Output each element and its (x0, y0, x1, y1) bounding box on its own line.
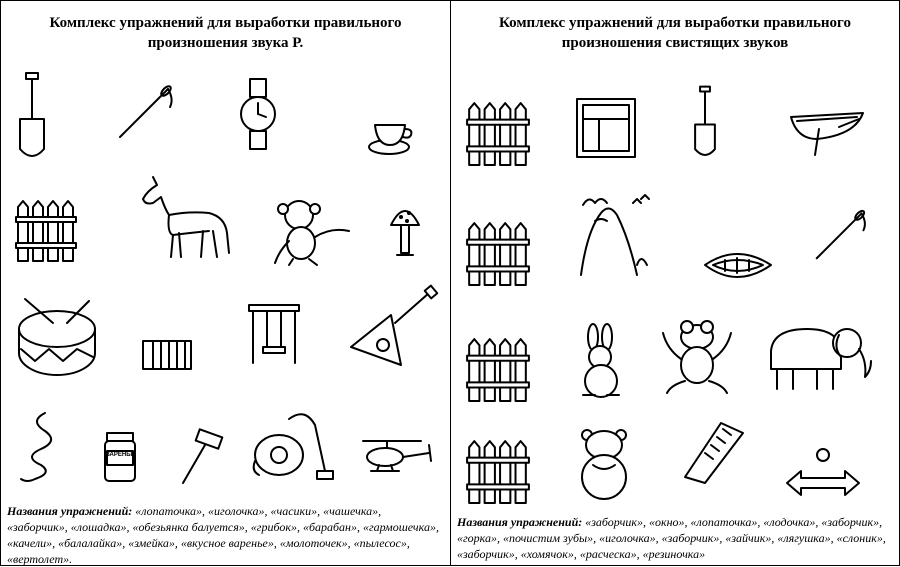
frog-icon (657, 319, 737, 395)
fence-icon (15, 197, 77, 263)
wristwatch-icon (237, 77, 279, 151)
right-exercise-panel (450, 0, 900, 566)
balalaika-icon (349, 287, 437, 367)
window-icon (575, 97, 637, 159)
hill-icon (577, 191, 659, 277)
monkey-icon (269, 197, 353, 267)
jam-label: ВАРЕНЬЕ (105, 452, 135, 458)
snake-icon (19, 411, 61, 485)
shovel-icon (691, 79, 719, 165)
fence-icon (465, 219, 531, 287)
fence-icon (465, 335, 531, 403)
drum-icon (15, 295, 99, 379)
accordion-icon (141, 335, 193, 375)
fence-icon (465, 437, 531, 505)
shovel-icon (15, 71, 49, 161)
mushroom-icon (389, 203, 421, 259)
needle-icon (116, 81, 176, 141)
comb-icon (681, 421, 745, 487)
helicopter-icon (361, 435, 435, 479)
right-names-label: Названия упражнений: (457, 515, 583, 529)
teacup-icon (367, 117, 415, 157)
left-names-text: «лопаточка», «иголочка», «часики», «чашечка», «заборчик», «лошадка», «обезьянка балуется», «грибок», «барабан», «гармошечка», «качели», «балалайка», «змейка», «вкусное варенье», «молоточек», «пылесос», «вертолет». (7, 504, 439, 566)
hammer-icon (177, 431, 225, 485)
rubber-band-arrow-icon (785, 447, 861, 495)
rabbit-icon (575, 323, 627, 401)
hamster-icon (579, 425, 629, 501)
jam-jar-icon (103, 431, 137, 483)
horse-icon (139, 173, 233, 259)
fence-icon (465, 99, 531, 167)
left-title-line-2: произношения звука Р. (147, 35, 304, 51)
right-title-line-1: Комплекс упражнений для выработки правильного (499, 15, 851, 31)
right-title-line-2: произношения свистящих звуков (561, 35, 789, 51)
right-exercise-names (457, 514, 891, 562)
boat-icon (789, 109, 865, 157)
left-exercise-names (7, 503, 442, 567)
left-names-label: Названия упражнений: (7, 504, 133, 518)
vacuum-cleaner-icon (249, 405, 335, 485)
elephant-icon (767, 321, 873, 393)
left-panel-title (1, 13, 450, 53)
needle-icon (813, 203, 869, 265)
smile-teeth-icon (703, 247, 773, 285)
swing-icon (247, 303, 301, 365)
left-title-line-1: Комплекс упражнений для выработки правильного (49, 15, 402, 31)
right-panel-title (451, 13, 899, 53)
right-names-text: «заборчик», «окно», «лопаточка», «лодочка», «заборчик», «горка», «почистим зубы», «иголочка», «заборчик», «зайчик», «лягушка», «слоник», «заборчик», «хомячок», «расческа», «резиночка» (457, 515, 886, 561)
